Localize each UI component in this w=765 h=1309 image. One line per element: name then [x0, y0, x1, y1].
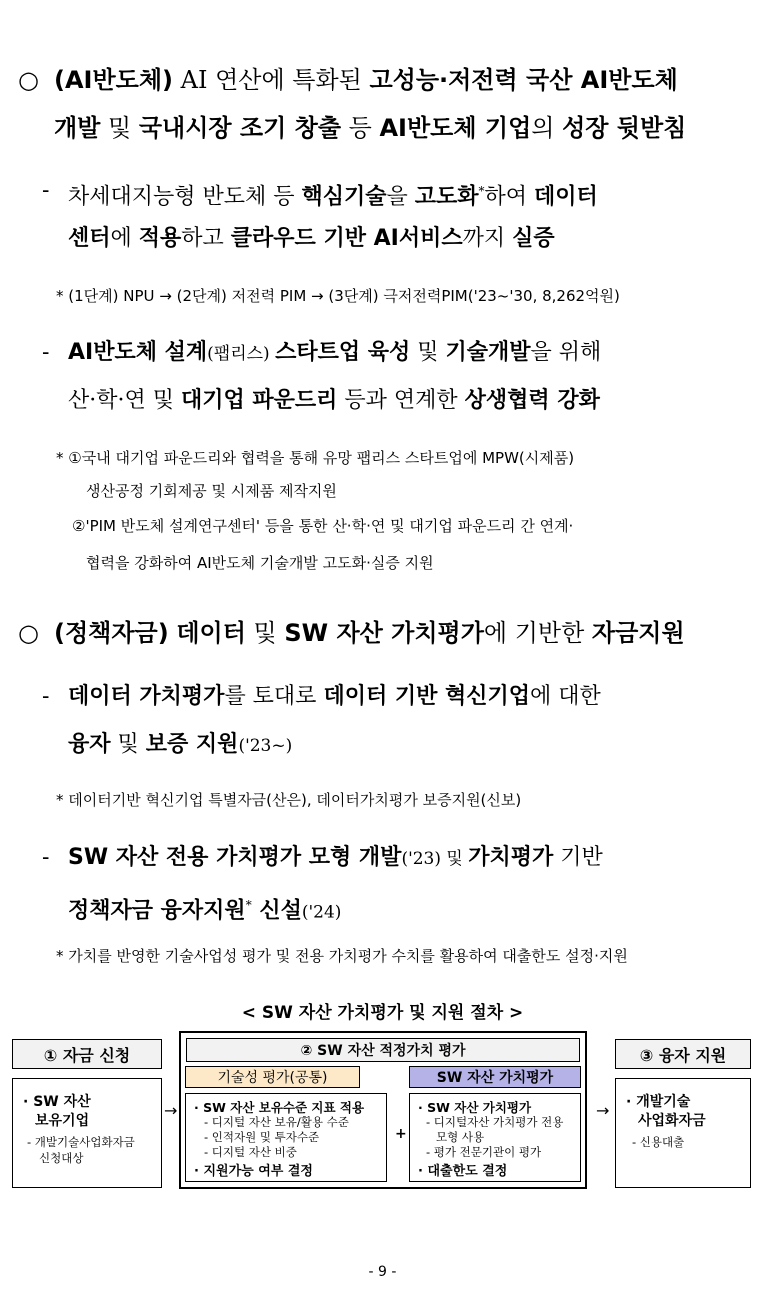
item-dash: - [42, 684, 50, 709]
section2-heading: (정책자금) 데이터 및 SW 자산 가치평가에 기반한 자금지원 [54, 619, 685, 647]
section1-heading-line2: 개발 및 국내시장 조기 창출 등 AI반도체 기업의 성장 뒷받침 [54, 114, 687, 142]
item-dash: - [42, 845, 50, 870]
item2-1-line1: 데이터 가치평가를 토대로 데이터 기반 혁신기업에 대한 [68, 684, 601, 709]
footnote: * 가치를 반영한 기술사업성 평가 및 전용 가치평가 수치를 활용하여 대출한도 설정·지원 [56, 947, 628, 965]
tech-eval-header: 기술성 평가(공통) [185, 1066, 360, 1088]
arrow-icon: → [164, 1101, 178, 1120]
step3-title: ③ 융자 지원 [615, 1039, 751, 1069]
item2-2-line1: SW 자산 전용 가치평가 모형 개발('23) 및 가치평가 기반 [68, 845, 603, 870]
step2-title: ② SW 자산 적정가치 평가 [186, 1038, 580, 1062]
step1-box: · SW 자산 보유기업 - 개발기술사업화자금 신청대상 [12, 1078, 162, 1188]
section1-bullet: ○ [18, 66, 39, 94]
arrow-icon: → [596, 1101, 610, 1120]
footnote: 협력을 강화하여 AI반도체 기술개발 고도화·실증 지원 [86, 554, 434, 572]
sw-value-header: SW 자산 가치평가 [409, 1066, 581, 1088]
item1-2-line1: AI반도체 설계(팹리스) 스타트업 육성 및 기술개발을 위해 [68, 340, 602, 365]
footnote: * ①국내 대기업 파운드리와 협력을 통해 유망 팹리스 스타트업에 MPW(시제품) [56, 449, 575, 467]
footnote: ②'PIM 반도체 설계연구센터' 등을 통한 산·학·연 및 대기업 파운드리 간 연계· [72, 517, 574, 535]
sw-value-box: · SW 자산 가치평가 - 디지털자산 가치평가 전용 모형 사용 - 평가 전문기관이 평가 · 대출한도 결정 [409, 1093, 581, 1182]
section1-heading-line1: (AI반도체) AI 연산에 특화된 고성능·저전력 국산 AI반도체 [54, 66, 678, 94]
item1-1-line1: 차세대지능형 반도체 등 핵심기술을 고도화*하여 데이터 [68, 184, 598, 210]
plus-icon: + [395, 1126, 407, 1142]
section2-tag: (정책자금) [54, 619, 169, 647]
footnote: 생산공정 기회제공 및 시제품 제작지원 [86, 482, 337, 500]
item-dash: - [42, 340, 50, 365]
item2-2-line2: 정책자금 융자지원* 신설('24) [68, 898, 342, 924]
step3-box: · 개발기술 사업화자금 - 신용대출 [615, 1078, 751, 1188]
item-dash: - [42, 178, 50, 203]
page-number: - 9 - [368, 1264, 397, 1280]
tech-eval-box: · SW 자산 보유수준 지표 적용 - 디지털 자산 보유/활용 수준 - 인적자원 및 투자수준 - 디지털 자산 비중 · 지원가능 여부 결정 [185, 1093, 387, 1182]
section1-tag: (AI반도체) [54, 66, 173, 94]
section2-bullet: ○ [18, 619, 39, 647]
item1-1-line2: 센터에 적용하고 클라우드 기반 AI서비스까지 실증 [68, 226, 555, 251]
item1-2-line2: 산·학·연 및 대기업 파운드리 등과 연계한 상생협력 강화 [68, 388, 600, 413]
footnote: * 데이터기반 혁신기업 특별자금(산은), 데이터가치평가 보증지원(신보) [56, 791, 522, 809]
step1-title: ① 자금 신청 [12, 1039, 162, 1069]
item2-1-line2: 융자 및 보증 지원('23~) [68, 732, 293, 757]
diagram-title: < SW 자산 가치평가 및 지원 절차 > [241, 1003, 524, 1023]
footnote: * (1단계) NPU → (2단계) 저전력 PIM → (3단계) 극저전력PIM('23~'30, 8,262억원) [56, 287, 620, 305]
